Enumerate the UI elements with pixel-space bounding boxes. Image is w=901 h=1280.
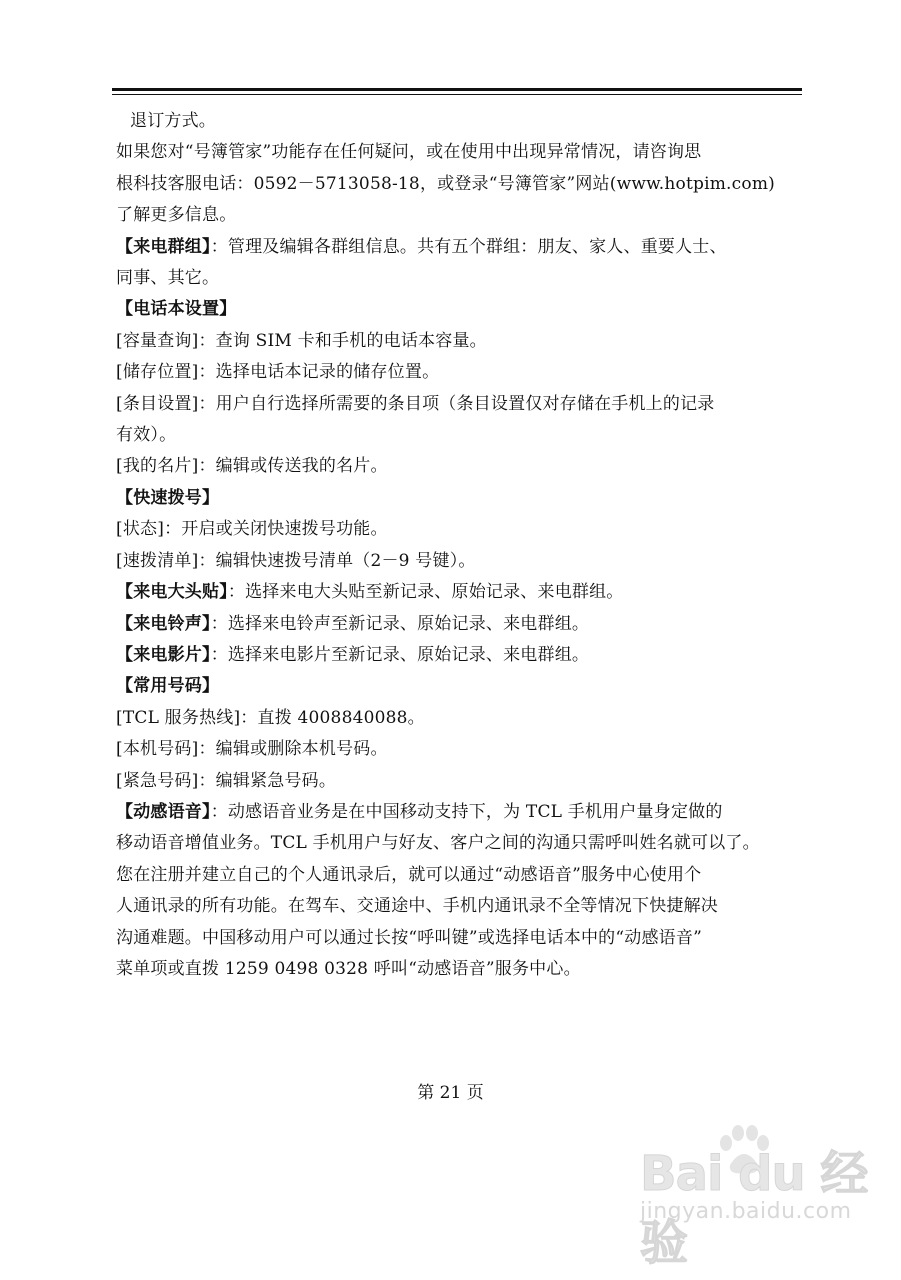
document-body [116, 106, 806, 985]
text-line: 如果您对“号簿管家”功能存在任何疑问，或在使用中出现异常情况，请咨询思 [116, 142, 702, 163]
baidu-jingyan-watermark [640, 1135, 880, 1271]
text-line: [速拨清单]：编辑快速拨号清单（2－9 号键）。 [116, 550, 476, 571]
text-line: [紧急号码]：编辑紧急号码。 [116, 770, 337, 791]
text-line: [容量查询]：查询 SIM 卡和手机的电话本容量。 [116, 330, 487, 351]
section-heading-line: 【动感语音】：动感语音业务是在中国移动支持下，为 TCL 手机用户量身定做的 [116, 801, 723, 822]
watermark-url: jingyan.baidu.com [640, 1199, 852, 1224]
text-line: [TCL 服务热线]：直拨 4008840088。 [116, 707, 425, 728]
text-line: [状态]：开启或关闭快速拨号功能。 [116, 519, 388, 540]
text-line: [储存位置]：选择电话本记录的储存位置。 [116, 362, 440, 383]
section-heading: 【电话本设置】 [116, 299, 237, 320]
text-line: 有效）。 [116, 425, 177, 446]
text-line: 移动语音增值业务。TCL 手机用户与好友、客户之间的沟通只需呼叫姓名就可以了。 [116, 833, 760, 854]
text-line: 同事、其它。 [116, 268, 220, 289]
section-heading-line: 【来电大头贴】：选择来电大头贴至新记录、原始记录、来电群组。 [116, 582, 624, 603]
text-line: [条目设置]：用户自行选择所需要的条目项（条目设置仅对存储在手机上的记录 [116, 393, 715, 414]
watermark-logo: Bai du 经验 [640, 1146, 868, 1271]
section-heading-line: 【来电群组】：管理及编辑各群组信息。共有五个群组：朋友、家人、重要人士、 [116, 236, 727, 257]
text-line: 退订方式。 [130, 111, 216, 131]
page-number: 第 21 页 [417, 1083, 484, 1103]
text-line: 了解更多信息。 [116, 205, 237, 226]
section-heading: 【常用号码】 [116, 676, 220, 697]
section-heading: 【快速拨号】 [116, 487, 220, 508]
text-line: 沟通难题。中国移动用户可以通过长按“呼叫键”或选择电话本中的“动感语音” [116, 927, 702, 948]
header-rule-thick [112, 88, 802, 91]
text-line: [本机号码]：编辑或删除本机号码。 [116, 739, 388, 760]
text-line: 根科技客服电话：0592－5713058-18，或登录“号簿管家”网站(www.hotpim.com) [116, 173, 775, 194]
text-line: 您在注册并建立自己的个人通讯录后，就可以通过“动感语音”服务中心使用个 [116, 864, 702, 885]
section-heading-line: 【来电铃声】：选择来电铃声至新记录、原始记录、来电群组。 [116, 613, 590, 634]
section-heading-line: 【来电影片】：选择来电影片至新记录、原始记录、来电群组。 [116, 644, 590, 665]
text-line: 菜单项或直拨 1259 0498 0328 呼叫“动感语音”服务中心。 [116, 958, 581, 979]
text-line: [我的名片]：编辑或传送我的名片。 [116, 456, 388, 477]
text-line: 人通讯录的所有功能。在驾车、交通途中、手机内通讯录不全等情况下快捷解决 [116, 896, 718, 917]
header-rule-thin [112, 94, 802, 95]
